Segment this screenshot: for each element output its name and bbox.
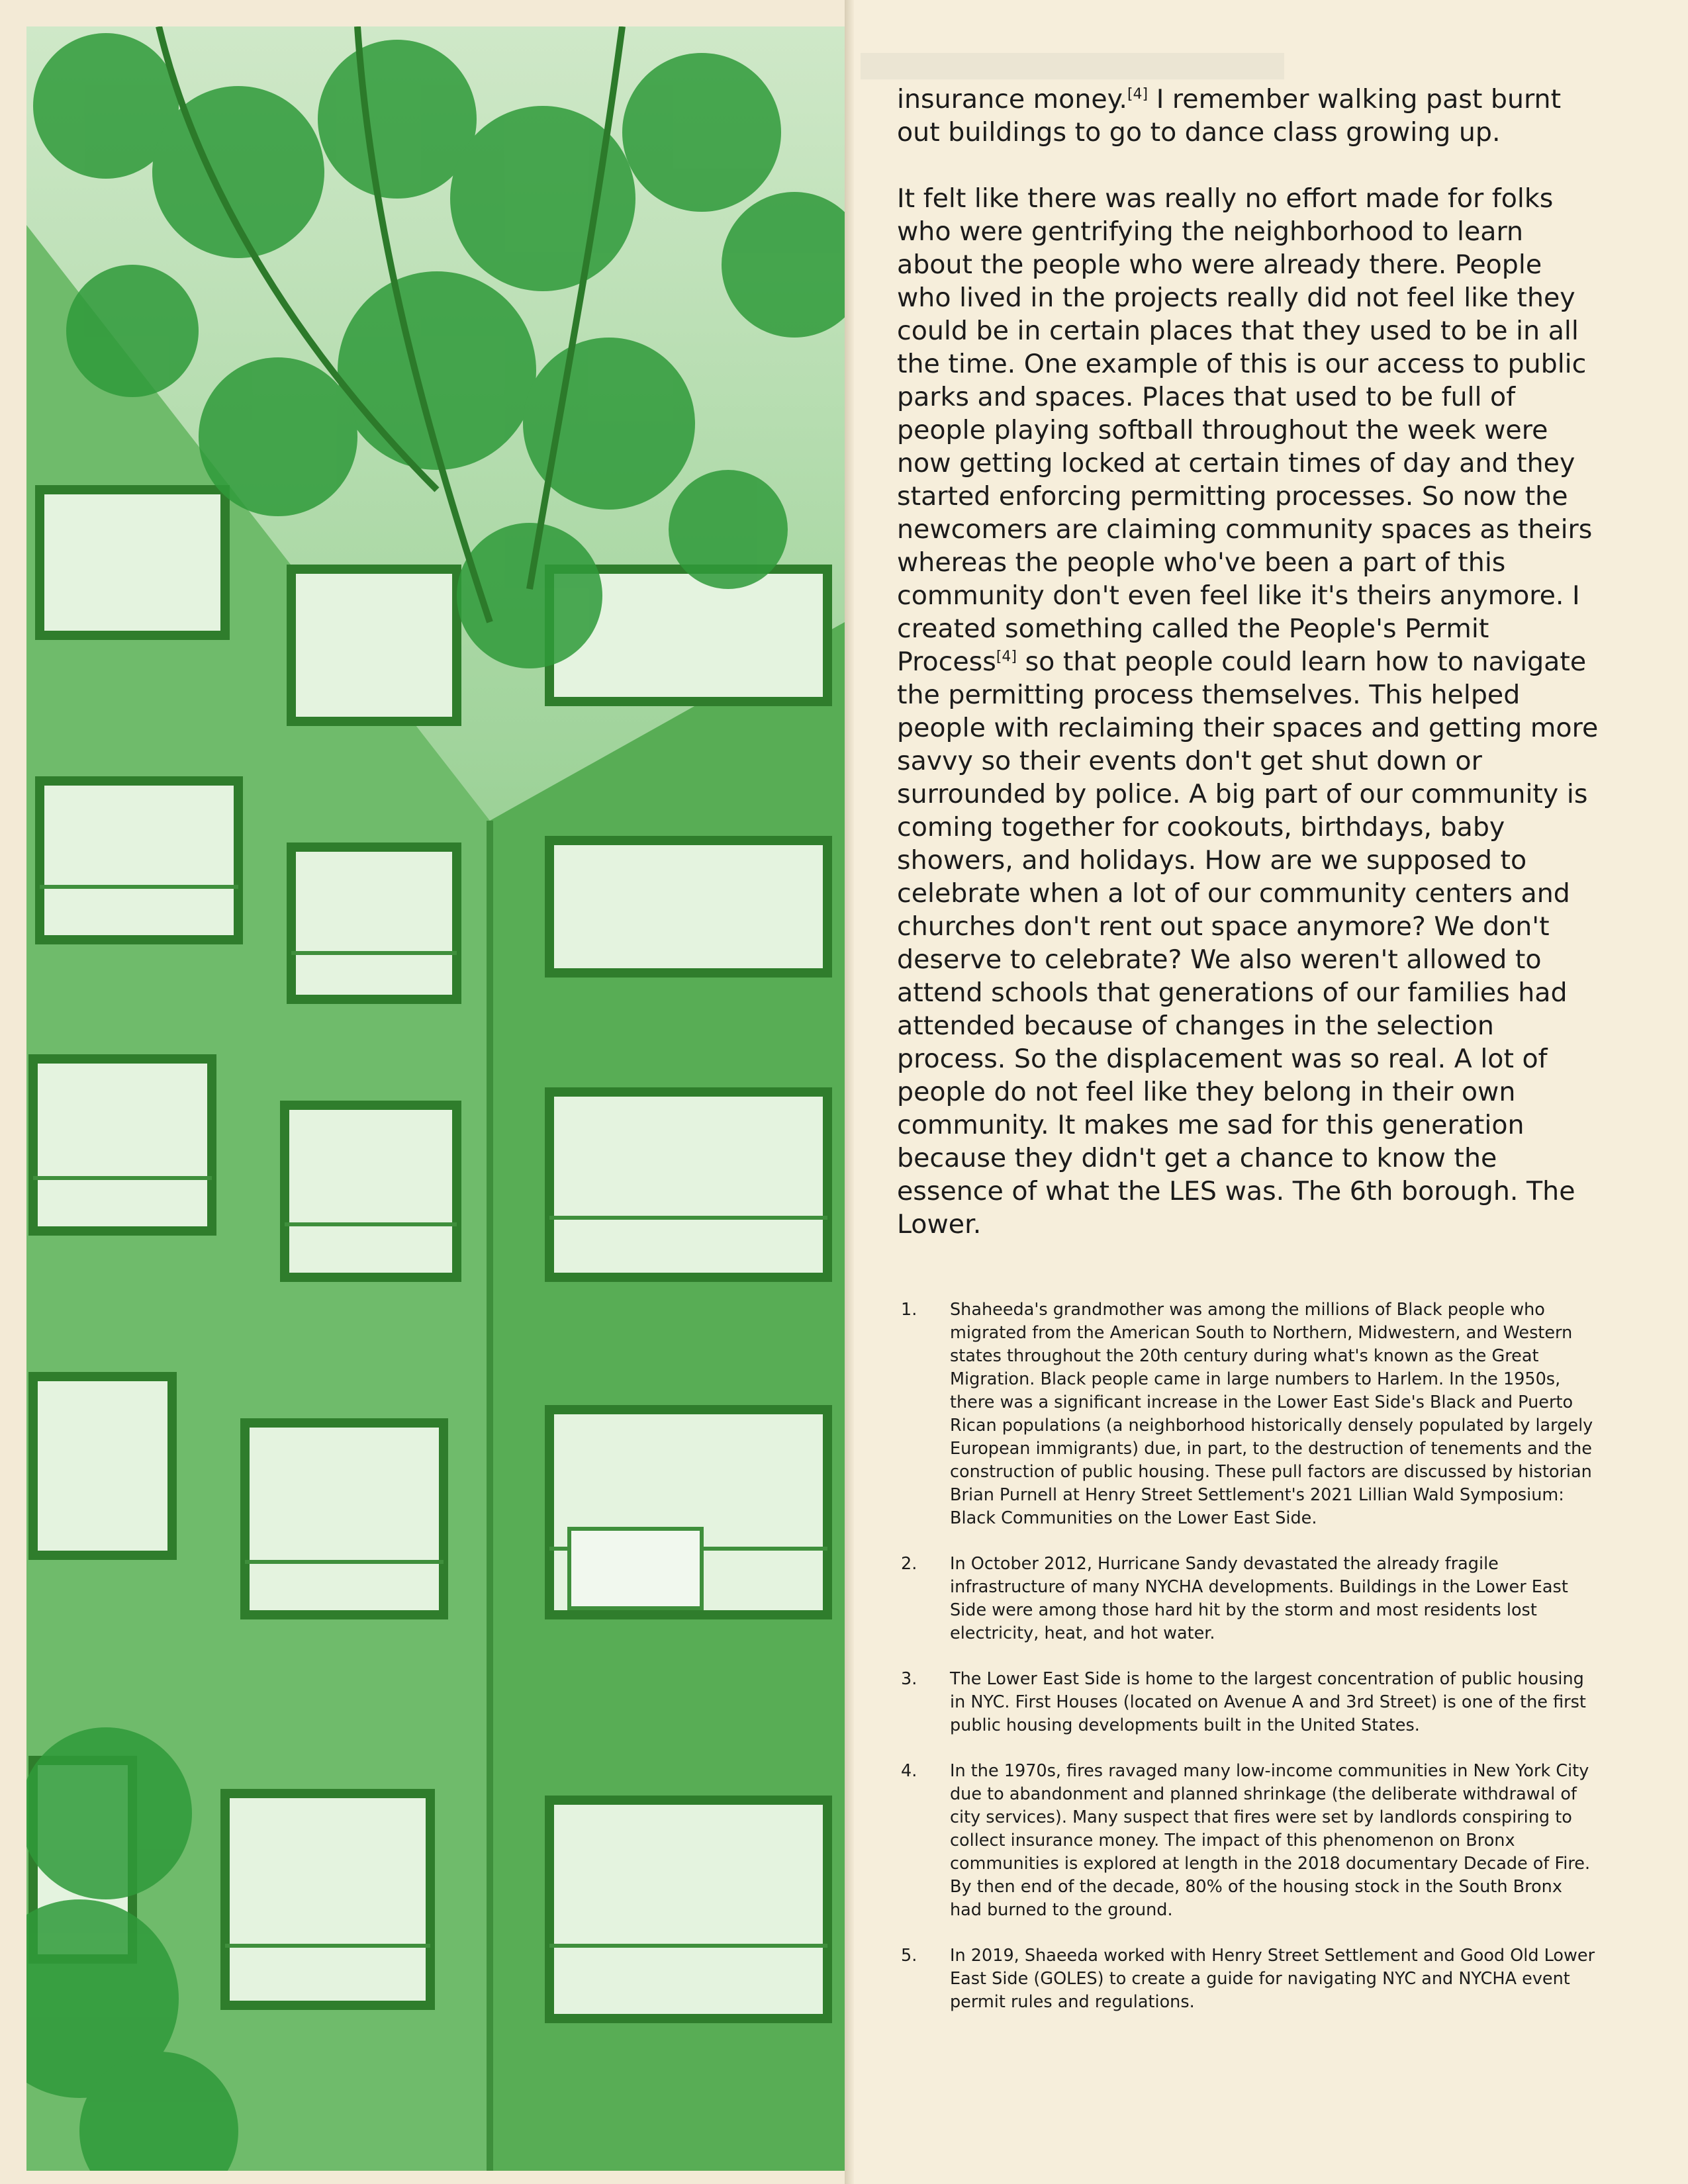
building-photo (26, 26, 845, 2171)
paragraph-2: It felt like there was really no effort made for folks who were gentrifying the neighborhood to learn about the people who were already there. People who lived in the projects really did not feel like they could be in certain places that they used to be in all the time. One example of this is our access to public parks and spaces. Places that used to be full of people playing softball throughout the week were now getting locked at certain times of day and they started enforcing permitting processes. So now the newcomers are claiming community spaces as theirs whereas the people who've been a part of this community don't even feel like it's theirs anymore. I created something called the People's Permit Process[4] so that people could learn how to navigate the permitting process themselves. This helped people with reclaiming their spaces and getting more savvy so their events don't get shut down or surrounded by police. A big part of our community is coming together for cookouts, birthdays, baby showers, and holidays. How are we supposed to celebrate when a lot of our community centers and churches don't rent out space anymore? We don't deserve to celebrate? We also weren't allowed to attend schools that generations of our families had attended because of changes in the selection process. So the displacement was so real. A lot of people do not feel like they belong in their own community. It makes me sad for this generation because they didn't get a chance to know the essence of what the LES was. The 6th borough. The Lower. (897, 183, 1599, 1240)
footnote-ref: [4] (1127, 85, 1149, 103)
footnote: 2. In October 2012, Hurricane Sandy devastated the already fragile infrastructure of many NYCHA developments. Buildings in the Lower East Side were among those hard hit by the storm and most residents lost electricity, heat, and hot water. (901, 1554, 1568, 1643)
paragraph-1: insurance money.[4] I remember walking past burnt out buildings to go to dance class growing up. (897, 84, 1562, 148)
page-gutter (845, 0, 854, 2184)
show-through-heading (861, 53, 1284, 79)
footnote-ref: [4] (996, 648, 1017, 665)
footnote: 1. Shaheeda's grandmother was among the millions of Black people who migrated from the American South to Northern, Midwestern, and Western states throughout the 20th century during what's known as the Great Migration. Black people came in large numbers to Harlem. In the 1950s, there was a significant increase in the Lower East Side's Black and Puerto Rican populations (a neighborhood historically densely populated by largely European immigrants) due, in part, to the destruction of tenements and the construction of public housing. These pull factors are discussed by historian Brian Purnell at Henry Street Settlement's 2021 Lillian Wald Symposium: Black Communities on the Lower East Side. (901, 1300, 1593, 1528)
footnote: 3. The Lower East Side is home to the largest concentration of public housing in NYC. First Houses (located on Avenue A and 3rd Street) is one of the first public housing developments built in the United States. (901, 1669, 1586, 1735)
footnotes (897, 1298, 1599, 2036)
footnote: 4. In the 1970s, fires ravaged many low-income communities in New York City due to abandonment and planned shrinkage (the deliberate withdrawal of city services). Many suspect that fires were set by landlords conspiring to collect insurance money. The impact of this phenomenon on Bronx communities is explored at length in the 2018 documentary Decade of Fire. By then end of the decade, 80% of the housing stock in the South Bronx had burned to the ground. (901, 1761, 1591, 1920)
interview-text (897, 83, 1599, 1274)
footnote: 5. In 2019, Shaeeda worked with Henry Street Settlement and Good Old Lower East Side (GOLES) to create a guide for navigating NYC and NYCHA event permit rules and regulations. (901, 1946, 1595, 2012)
